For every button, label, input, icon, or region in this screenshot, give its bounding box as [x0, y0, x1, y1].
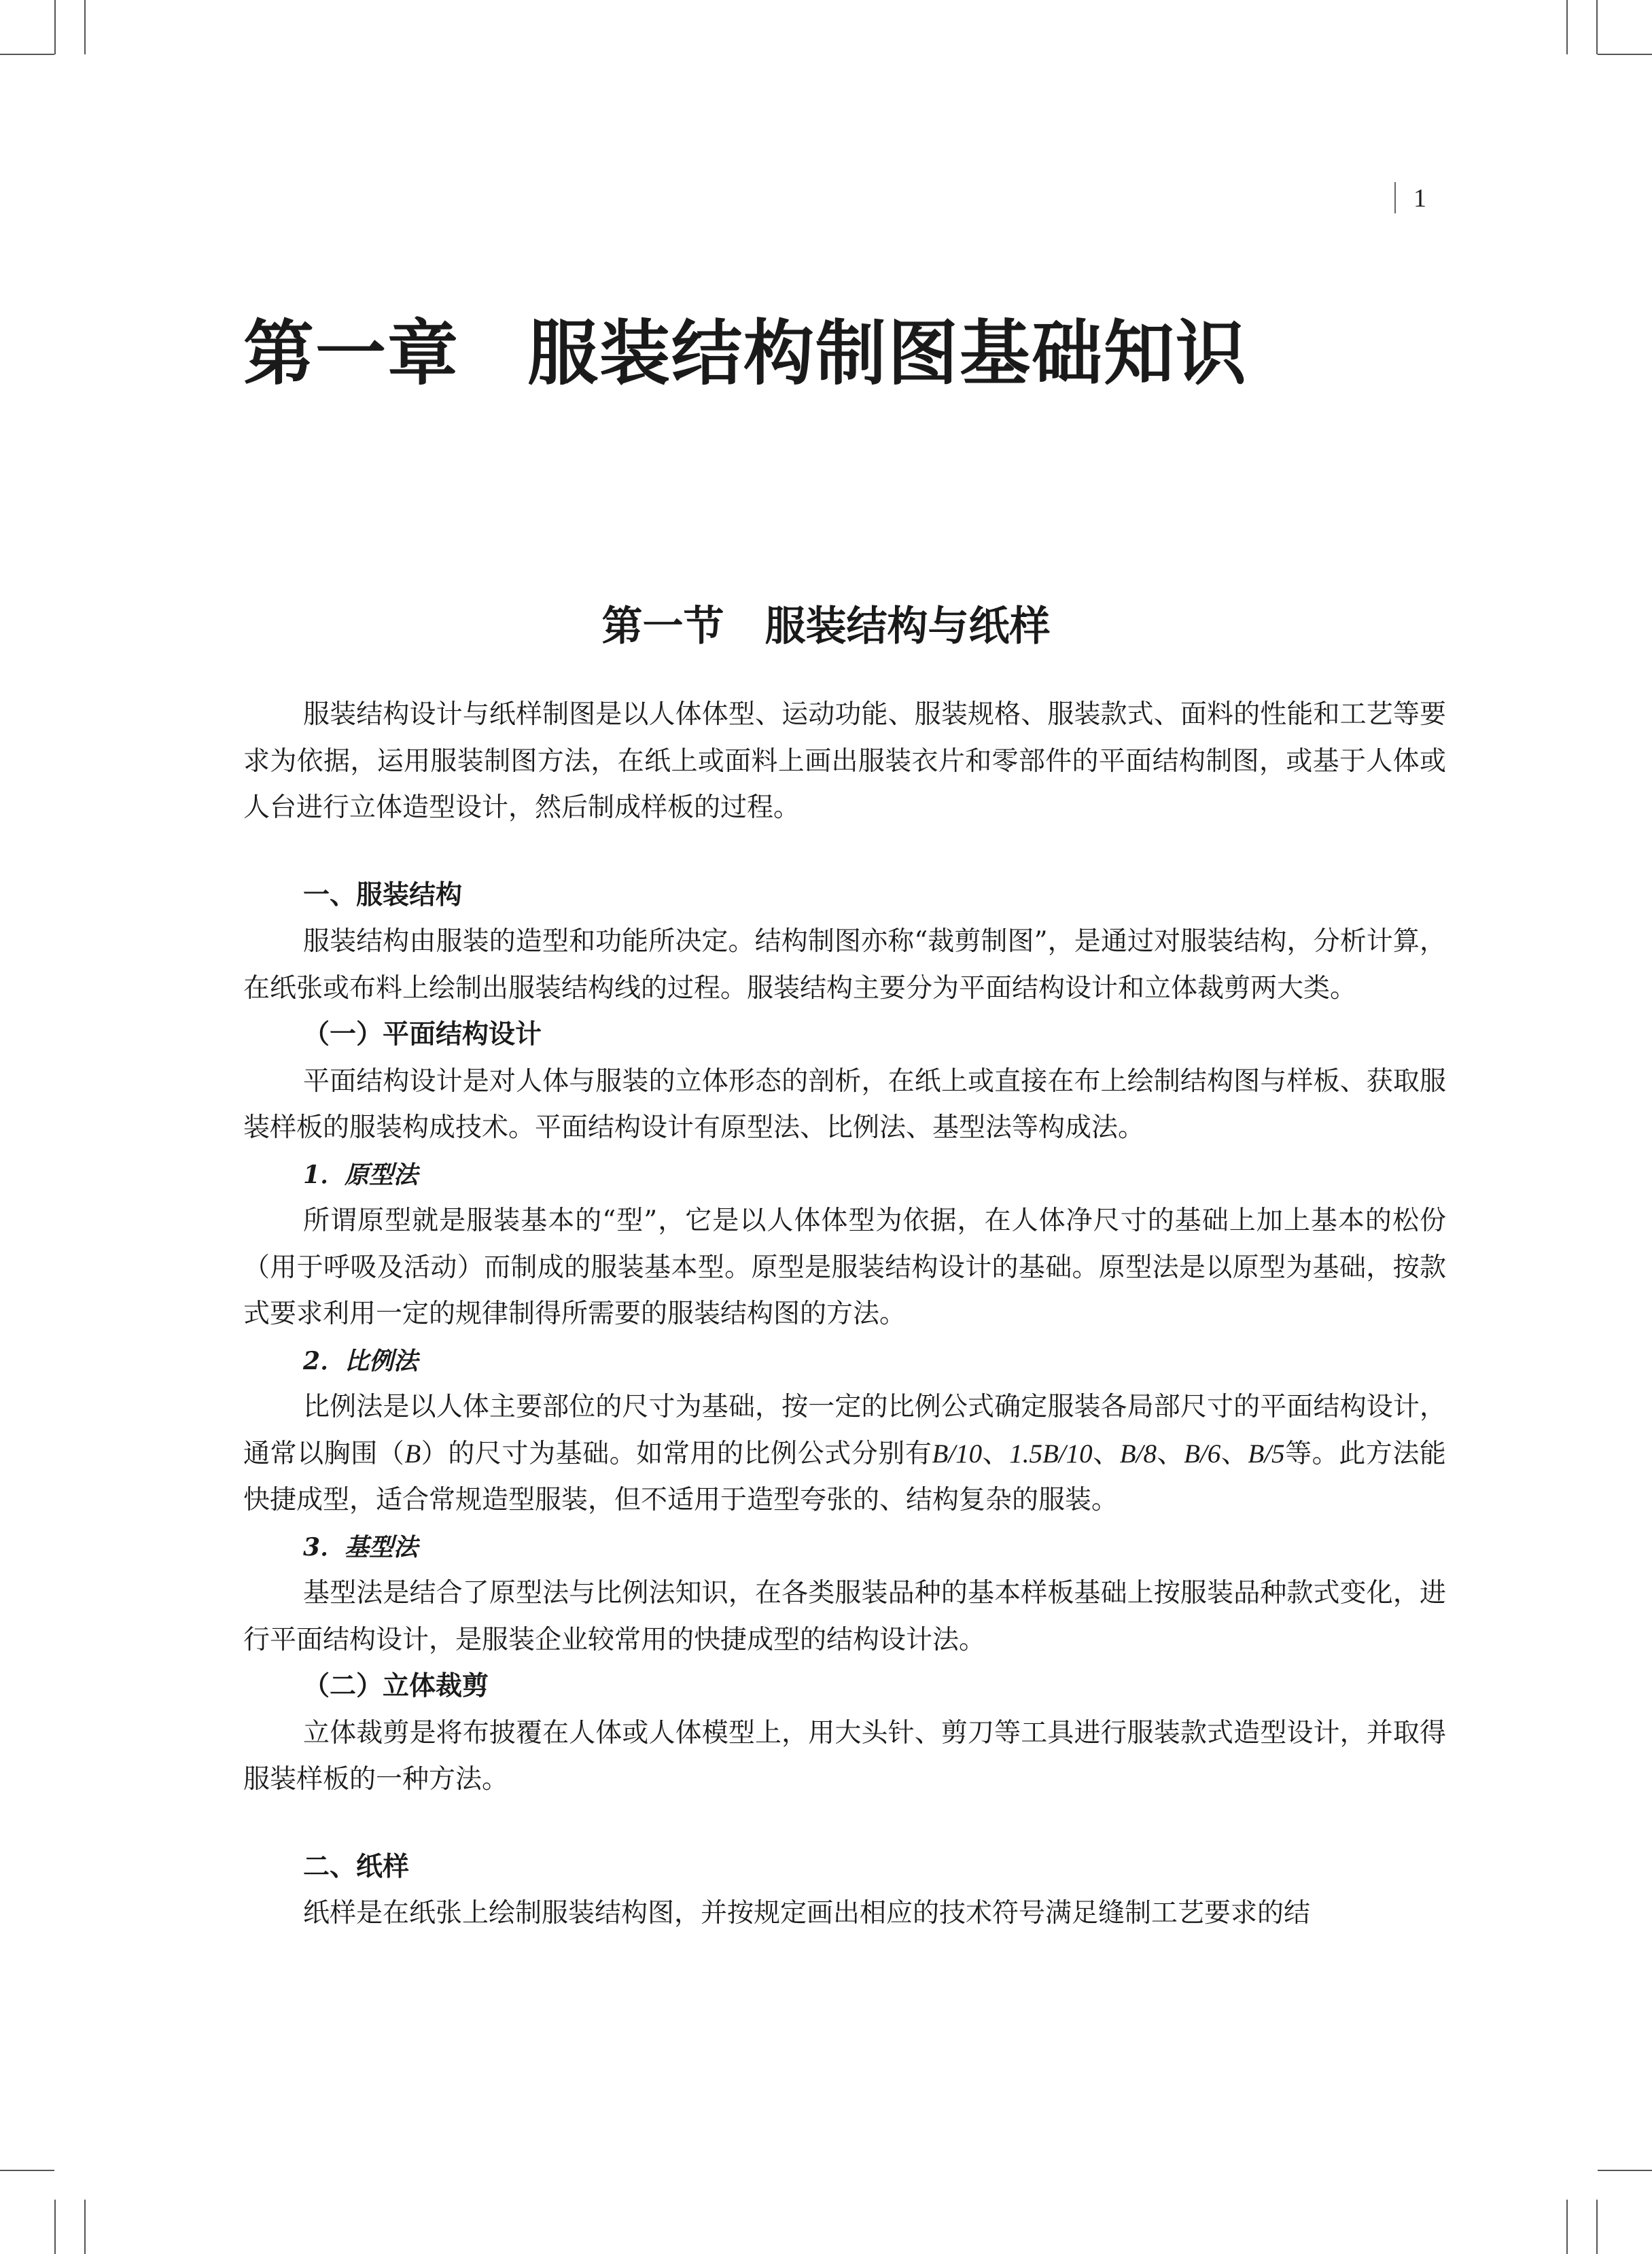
intro-paragraph: 服装结构设计与纸样制图是以人体体型、运动功能、服装规格、服装款式、面料的性能和工艺等要求为依据，运用服装制图方法，在纸上或面料上画出服装衣片和零部件的平面结构制图，或基于人体或人台进行立体造型设计，然后制成样板的过程。 [243, 699, 1446, 823]
paragraph-paper-pattern: 纸样是在纸张上绘制服装结构图，并按规定画出相应的技术符号满足缝制工艺要求的结 [303, 1898, 1311, 1929]
crop-mark [54, 0, 56, 54]
crop-mark [84, 2200, 86, 2254]
text-run: 等。此方法能快捷成型，适合常规造型服装，但不适用于造型夸张的、结构复杂的服装。 [243, 1438, 1446, 1515]
heading-draping: （二）立体裁剪 [303, 1671, 489, 1702]
crop-mark [0, 2170, 54, 2171]
formula: B [404, 1439, 421, 1468]
paragraph-base-pattern-method: 基型法是结合了原型法与比例法知识，在各类服装品种的基本样板基础上按服装品种款式变化，进行平面结构设计，是服装企业较常用的快捷成型的结构设计法。 [243, 1578, 1446, 1655]
section-name: 服装结构与纸样 [765, 602, 1051, 650]
text-run: 比例法是以人体主要部位的尺寸为基础，按一定的比例公式确定服装各局部尺寸的平面结构设计，通常以胸围（ [243, 1392, 1446, 1469]
text-run: 、 [982, 1438, 1010, 1469]
crop-mark [1596, 2200, 1598, 2254]
crop-mark [1566, 2200, 1568, 2254]
heading-paper-pattern: 二、纸样 [303, 1851, 410, 1882]
crop-mark [84, 0, 86, 54]
crop-mark [1598, 2170, 1652, 2171]
heading-flat-structure: （一）平面结构设计 [303, 1019, 542, 1050]
heading-garment-structure: 一、服装结构 [303, 879, 463, 911]
crop-mark [1566, 0, 1568, 54]
formula: B/10 [932, 1439, 983, 1468]
chapter-label: 第一章 [243, 311, 460, 395]
body-text [243, 692, 1446, 1937]
chapter-title [243, 309, 1248, 398]
crop-mark [1598, 54, 1652, 55]
text-run: ）的尺寸为基础。如常用的比例公式分别有 [421, 1438, 932, 1469]
section-label: 第一节 [601, 602, 724, 650]
paragraph-garment-structure: 服装结构由服装的造型和功能所决定。结构制图亦称“裁剪制图”，是通过对服装结构，分析计算，在纸张或布料上绘制出服装结构线的过程。服装结构主要分为平面结构设计和立体裁剪两大类。 [243, 926, 1446, 1004]
page-number-divider [1394, 182, 1396, 213]
crop-mark [1596, 0, 1598, 54]
paragraph-flat-structure: 平面结构设计是对人体与服装的立体形态的剖析，在纸上或直接在布上绘制结构图与样板、获取服装样板的服装构成技术。平面结构设计有原型法、比例法、基型法等构成法。 [243, 1066, 1446, 1143]
crop-mark [0, 54, 54, 55]
heading-prototype-method: 1．原型法 [303, 1160, 419, 1189]
text-run: 、 [1092, 1438, 1120, 1469]
paragraph-draping: 立体裁剪是将布披覆在人体或人体模型上，用大头针、剪刀等工具进行服装款式造型设计，并取得服装样板的一种方法。 [243, 1717, 1446, 1795]
paragraph-proportion-method [243, 1384, 1446, 1524]
formula: 1.5B/10 [1009, 1439, 1093, 1468]
section-title [0, 599, 1652, 654]
formula: B/6 [1184, 1439, 1221, 1468]
heading-base-pattern-method: 3．基型法 [303, 1532, 419, 1562]
paragraph-prototype-method: 所谓原型就是服装基本的“型”，它是以人体体型为依据，在人体净尺寸的基础上加上基本的松份（用于呼吸及活动）而制成的服装基本型。原型是服装结构设计的基础。原型法是以原型为基础，按款式要求利用一定的规律制得所需要的服装结构图的方法。 [243, 1205, 1446, 1329]
text-run: 、 [1220, 1438, 1248, 1469]
formula: B/5 [1248, 1439, 1285, 1468]
chapter-name: 服装结构制图基础知识 [527, 311, 1248, 395]
heading-proportion-method: 2．比例法 [303, 1346, 419, 1375]
page-number: 1 [1413, 184, 1426, 213]
text-run: 、 [1156, 1438, 1184, 1469]
formula: B/8 [1119, 1439, 1157, 1468]
crop-mark [54, 2200, 56, 2254]
